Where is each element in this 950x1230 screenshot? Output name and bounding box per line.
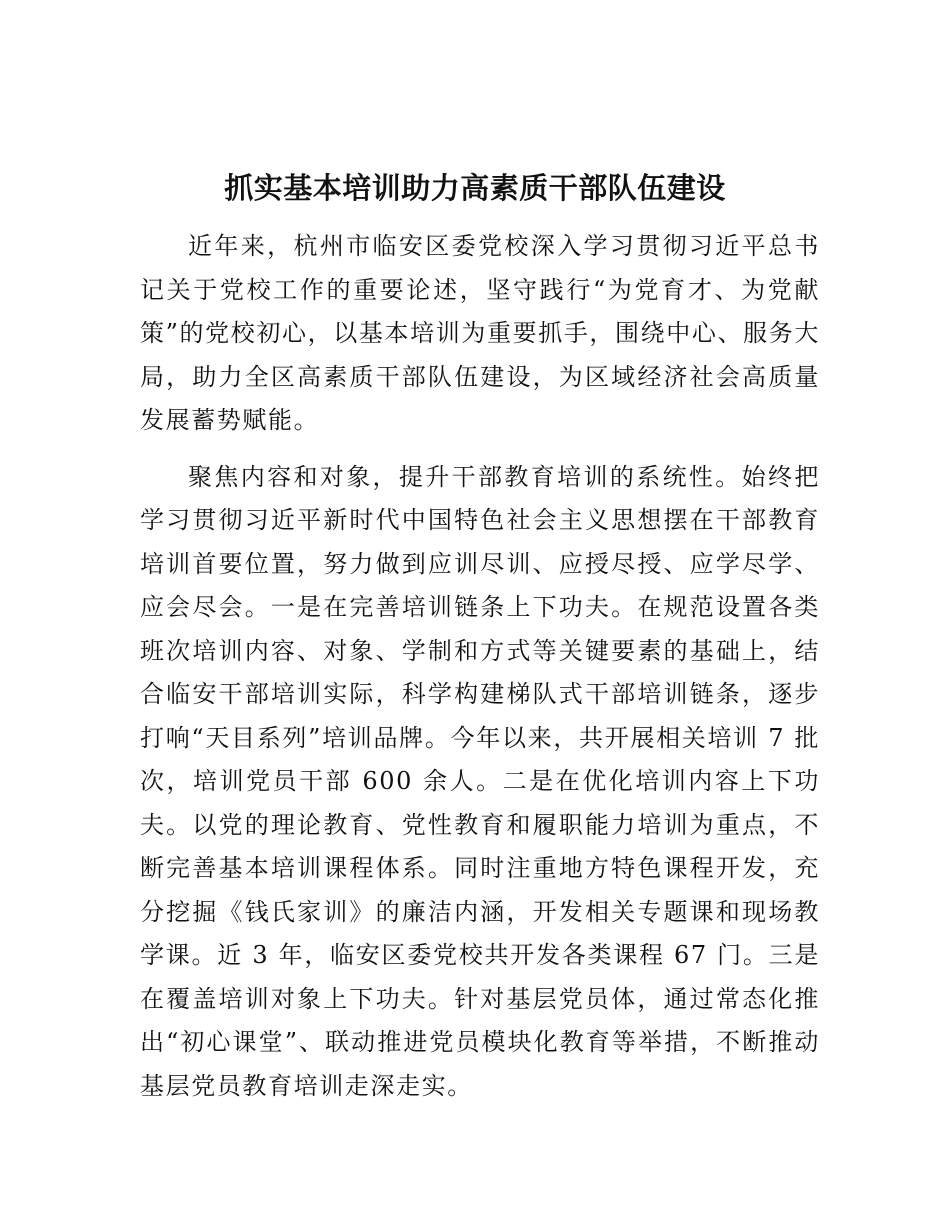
paragraph-content-and-audience: 聚焦内容和对象，提升干部教育培训的系统性。始终把学习贯彻习近平新时代中国特色社会主义思想摆在干部教育培训首要位置，努力做到应训尽训、应授尽授、应学尽学、应会尽会。一是在完善培训链条上下功夫。在规范设置各类班次培训内容、对象、学制和方式等关键要素的基础上，结合临安干部培训实际，科学构建梯队式干部培训链条，逐步打响“天目系列”培训品牌。今年以来，共开展相关培训 7 批次，培训党员干部 600 余人。二是在优化培训内容上下功夫。以党的理论教育、党性教育和履职能力培训为重点，不断完善基本培训课程体系。同时注重地方特色课程开发，充分挖掘《钱氏家训》的廉洁内涵，开发相关专题课和现场教学课。近 3 年，临安区委党校共开发各类课程 67 门。三是在覆盖培训对象上下功夫。针对基层党员体，通过常态化推出“初心课堂”、联动推进党员模块化教育等举措，不断推动基层党员教育培训走深走实。 xyxy=(140,462,820,1100)
document-title: 抓实基本培训助力高素质干部队伍建设 xyxy=(224,171,726,205)
paragraph-intro: 近年来，杭州市临安区委党校深入学习贯彻习近平总书记关于党校工作的重要论述，坚守践行“为党育才、为党献策”的党校初心，以基本培训为重要抓手，围绕中心、服务大局，助力全区高素质干部队伍建设，为区域经济社会高质量发展蓄势赋能。 xyxy=(140,232,820,434)
document-body xyxy=(140,225,820,1108)
